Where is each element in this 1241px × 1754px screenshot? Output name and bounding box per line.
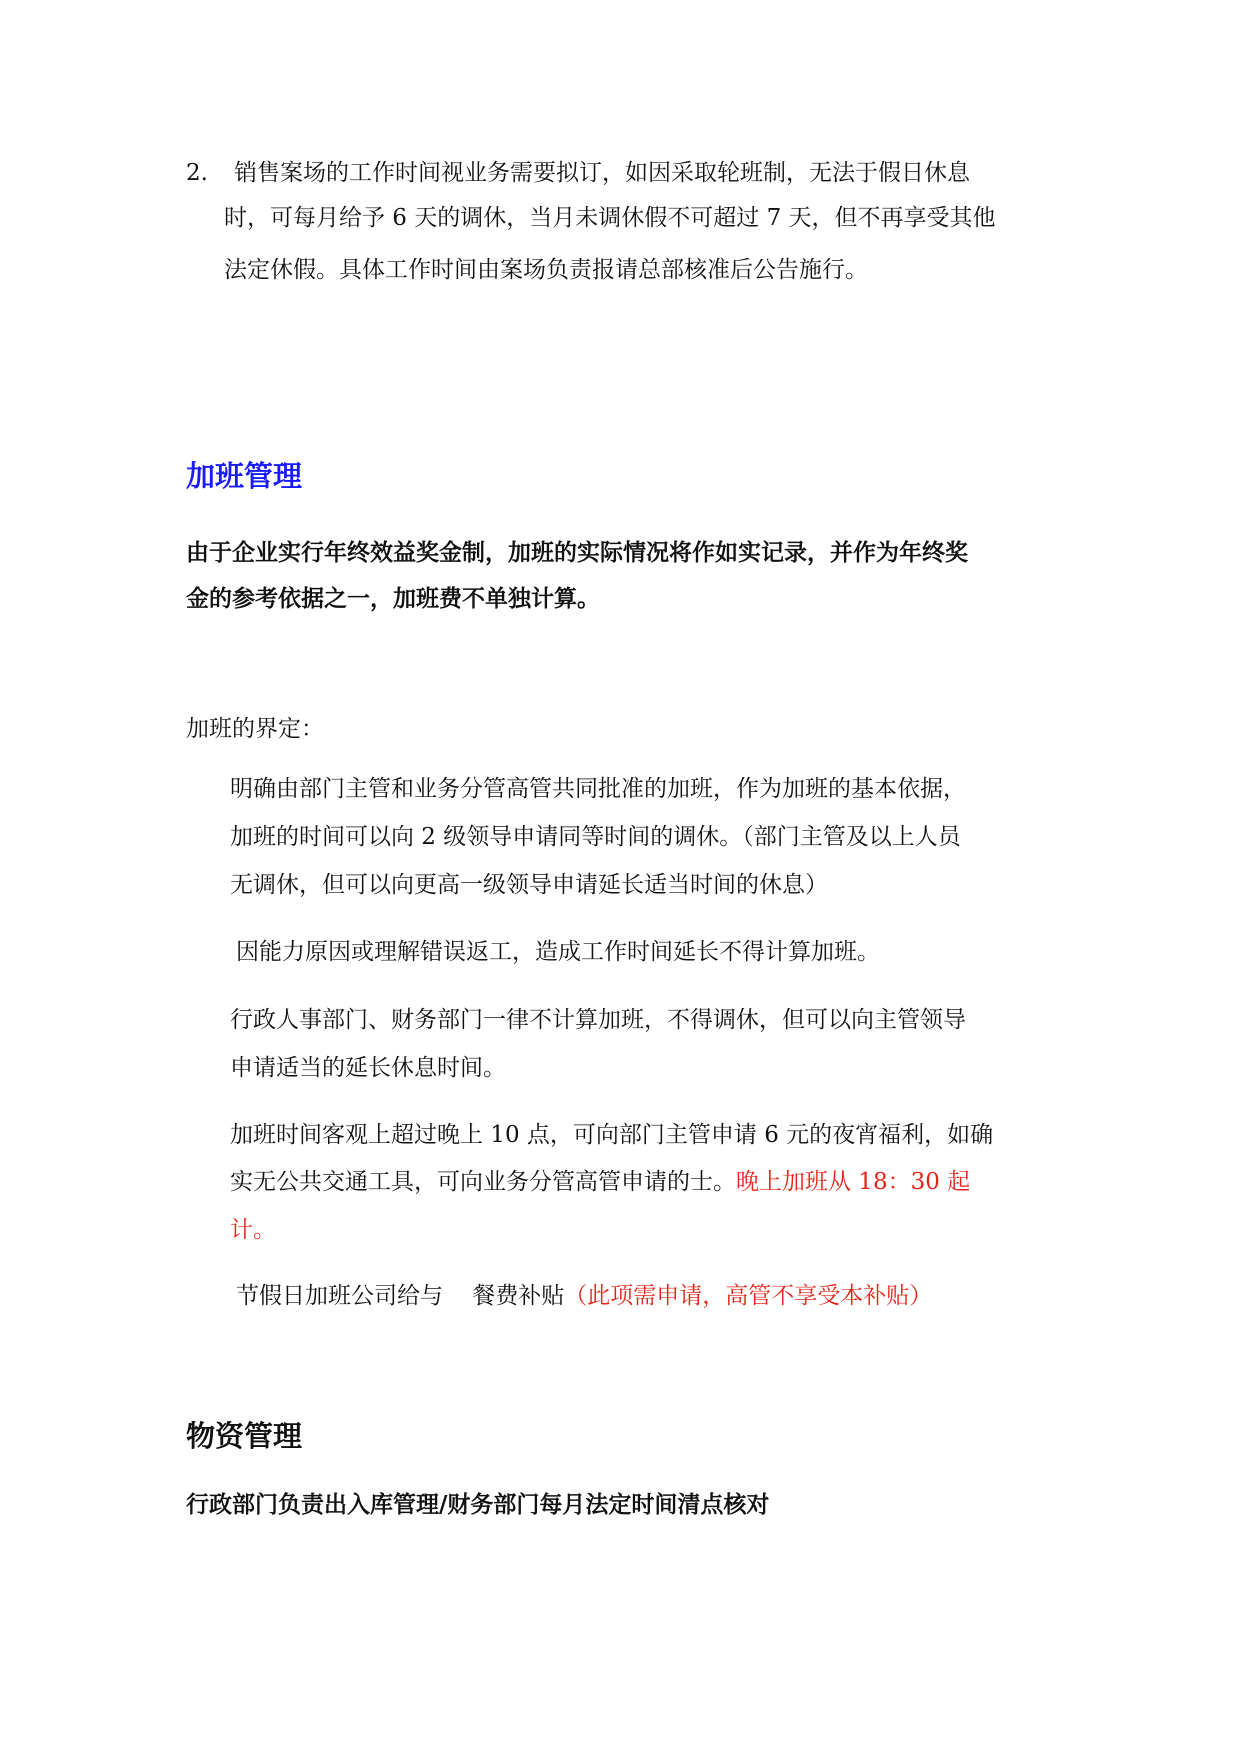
section-heading-materials: 物资管理 [186, 1419, 303, 1453]
overtime-p4-line-2-text: 实无公共交通工具，可向业务分管高管申请的士。 [230, 1169, 736, 1195]
list-item-2-line-2: 时，可每月给予 6 天的调休，当月未调休假不可超过 7 天，但不再享受其他 [224, 205, 996, 231]
overtime-intro-line-1: 由于企业实行年终效益奖金制，加班的实际情况将作如实记录，并作为年终奖 [186, 540, 968, 566]
list-item-text: 销售案场的工作时间视业务需要拟订，如因采取轮班制，无法于假日休息 [234, 160, 970, 186]
overtime-p2: 因能力原因或理解错误返工，造成工作时间延长不得计算加班。 [236, 939, 880, 965]
list-item-2-line-1 [186, 158, 970, 188]
overtime-p1-line-3: 无调休，但可以向更高一级领导申请延长适当时间的休息） [230, 872, 828, 898]
holiday-meal-subsidy-text: 节假日加班公司给与 餐费补贴 [236, 1283, 565, 1309]
overtime-p4-line-2 [230, 1167, 970, 1197]
holiday-meal-subsidy-note: （此项需申请，高管不享受本补贴） [564, 1283, 933, 1309]
overtime-p1-line-1: 明确由部门主管和业务分管高管共同批准的加班，作为加班的基本依据， [230, 776, 966, 802]
overtime-p1-line-2: 加班的时间可以向 2 级领导申请同等时间的调休。（部门主管及以上人员 [230, 824, 961, 850]
overtime-p5 [236, 1281, 932, 1311]
overtime-start-time-note: 晚上加班从 18：30 起 [736, 1169, 971, 1195]
materials-line-1: 行政部门负责出入库管理/财务部门每月法定时间清点核对 [186, 1492, 770, 1518]
list-item-2-line-3: 法定休假。具体工作时间由案场负责报请总部核准后公告施行。 [224, 257, 868, 283]
list-number: 2. [186, 160, 208, 186]
section-heading-overtime: 加班管理 [186, 459, 303, 493]
overtime-definition-label: 加班的界定： [186, 716, 324, 742]
overtime-p3-line-1: 行政人事部门、财务部门一律不计算加班，不得调休，但可以向主管领导 [230, 1007, 966, 1033]
overtime-p3-line-2: 申请适当的延长休息时间。 [230, 1055, 506, 1081]
overtime-intro-line-2: 金的参考依据之一，加班费不单独计算。 [186, 586, 600, 612]
overtime-p4-line-1: 加班时间客观上超过晚上 10 点，可向部门主管申请 6 元的夜宵福利，如确 [230, 1122, 994, 1148]
overtime-p4-line-3: 计。 [230, 1217, 276, 1243]
